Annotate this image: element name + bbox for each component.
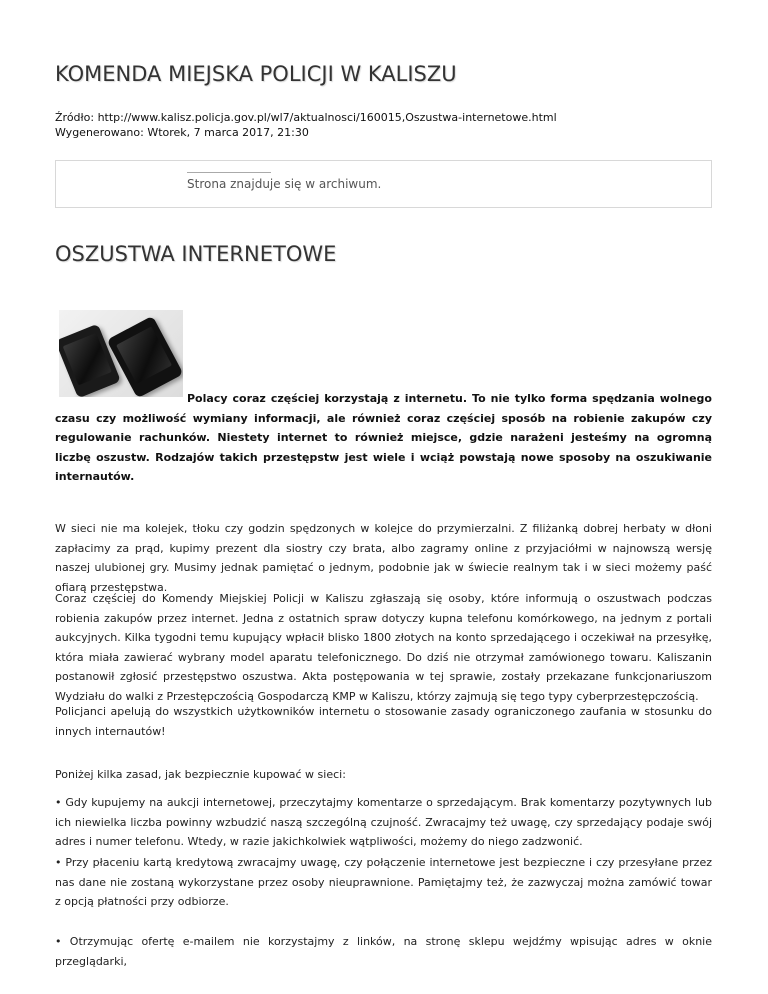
tip-list-item: • Otrzymując ofertę e-mailem nie korzystajmy z linków, na stronę sklepu wejdźmy wpisując adres w oknie przeglądarki, <box>55 935 712 968</box>
archive-notice-box <box>55 160 712 208</box>
phone-right-image <box>107 316 183 397</box>
article-title: OSZUSTWA INTERNETOWE <box>55 242 337 266</box>
article-lead: Polacy coraz częściej korzystają z internetu. To nie tylko forma spędzania wolnego czasu czy możliwość wymiany informacji, ale również coraz częściej sposób na robienie zakupów czy regulowanie rachunków. Niestety internet to również miejsce, gdzie narażeni jesteśmy na ogromną liczbę oszustw. Rodzajów takich przestępstw jest wiele i wciąż powstają nowe sposoby na oszukiwanie internautów. <box>55 392 712 484</box>
site-title: KOMENDA MIEJSKA POLICJI W KALISZU <box>55 62 457 86</box>
archive-notice-text: Strona znajduje się w archiwum. <box>187 177 382 191</box>
article-paragraph: Poniżej kilka zasad, jak bezpiecznie kupować w sieci: <box>55 768 346 781</box>
page-meta <box>55 110 557 140</box>
article-paragraph: Coraz częściej do Komendy Miejskiej Policji w Kaliszu zgłaszają się osoby, które informują o oszustwach podczas robienia zakupów przez internet. Jedna z ostatnich spraw dotyczy kupna telefonu komórkowego, na jednym z portali aukcyjnych. Kilka tygodni temu kupujący wpłacił blisko 1800 złotych na konto sprzedającego i oczekiwał na przesyłkę, która miała zawierać wybrany model aparatu telefonicznego. Do dziś nie otrzymał zamówionego towaru. Kaliszanin postanowił zgłosić przestępstwo oszustwa. Akta postępowania w tej sprawie, zostały przekazane funkcjonariuszom Wydziału do walki z Przestępczością Gospodarczą KMP w Kaliszu, którzy zajmują się tego typy cyberprzestępczością. <box>55 592 712 703</box>
article-paragraph: W sieci nie ma kolejek, tłoku czy godzin spędzonych w kolejce do przymierzalni. Z filiżanką dobrej herbaty w dłoni zapłacimy za prąd, kupimy prezent dla siostry czy brata, albo zagramy online z przyjaciółmi w najnowszą wersję naszej ulubionej gry. Musimy jednak pamiętać o jednym, podobnie jak w świecie realnym tak i w sieci możemy paść ofiarą przestępstwa. <box>55 522 712 594</box>
archive-divider <box>187 172 271 173</box>
article-paragraph: Policjanci apelują do wszystkich użytkowników internetu o stosowanie zasady ograniczonego zaufania w stosunku do innych internautów! <box>55 705 712 738</box>
generated-date-line: Wygenerowano: Wtorek, 7 marca 2017, 21:30 <box>55 126 309 139</box>
article-photo <box>59 310 183 397</box>
source-url-line: Źródło: http://www.kalisz.policja.gov.pl/wl7/aktualnosci/160015,Oszustwa-internetowe.html <box>55 111 557 124</box>
phone-left-image <box>59 324 121 397</box>
tip-list-item: • Przy płaceniu kartą kredytową zwracajmy uwagę, czy połączenie internetowe jest bezpieczne i czy przesyłane przez nas dane nie zostaną wykorzystane przez osoby nieuprawnione. Pamiętajmy też, że zazwyczaj można zamówić towar z opcją płatności przy odbiorze. <box>55 856 712 909</box>
tip-list-item: • Gdy kupujemy na aukcji internetowej, przeczytajmy komentarze o sprzedającym. Brak komentarzy pozytywnych lub ich niewielka liczba powinny wzbudzić naszą szczególną czujność. Zwracajmy też uwagę, czy sprzedający podaje swój adres i numer telefonu. Wtedy, w razie jakichkolwiek wątpliwości, możemy do niego zadzwonić. <box>55 796 712 849</box>
